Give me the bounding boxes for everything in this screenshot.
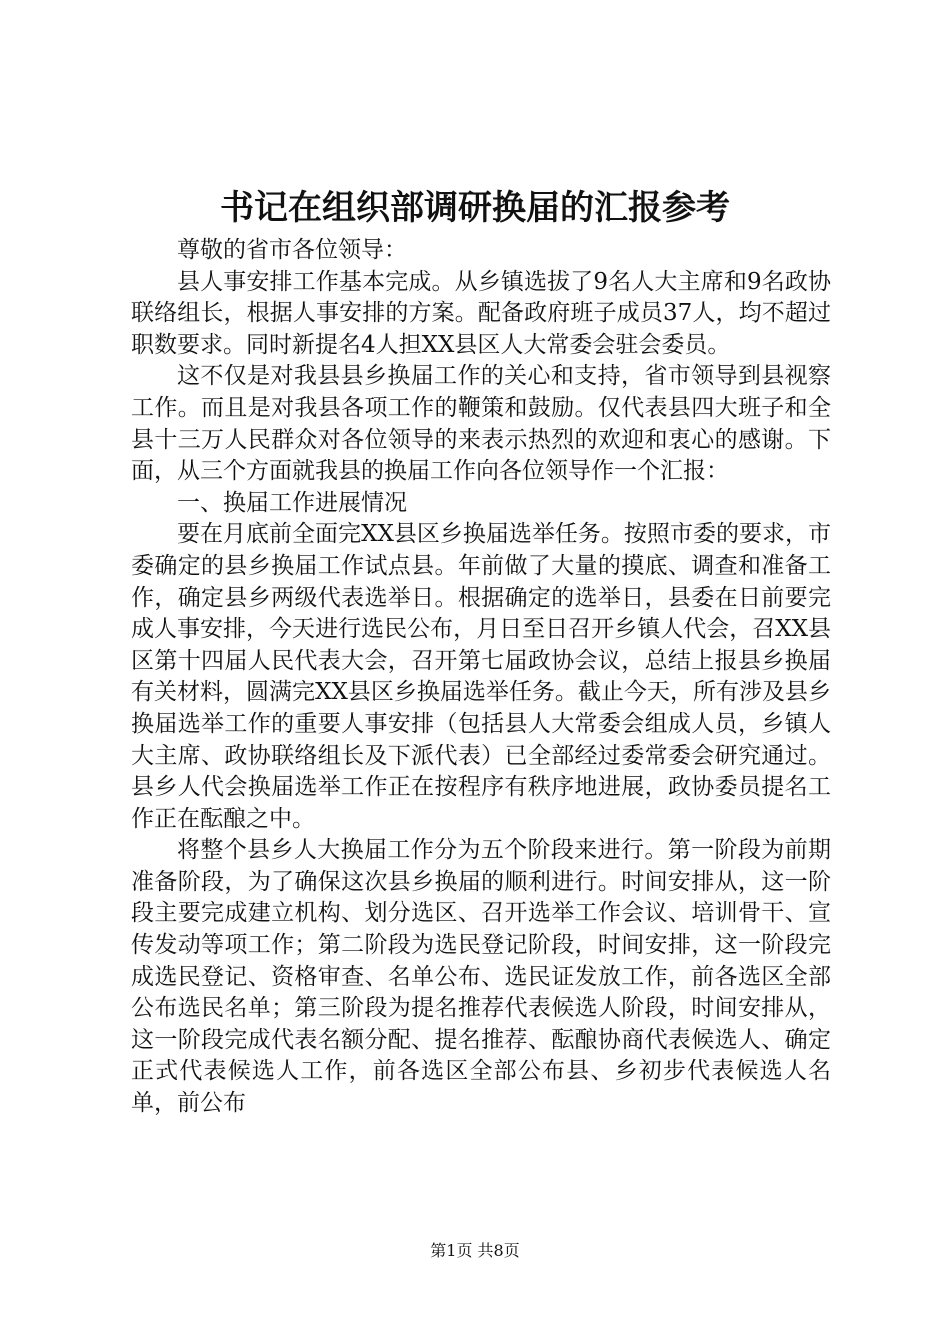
document-title: 书记在组织部调研换届的汇报参考 bbox=[220, 188, 730, 228]
body-paragraph: 将整个县乡人大换届工作分为五个阶段来进行。第一阶段为前期准备阶段，为了确保这次县乡换届的顺利进行。时间安排从，这一阶段主要完成建立机构、划分选区、召开选举工作会议、培训骨干、宣传发动等项工作；第二阶段为选民登记阶段，时间安排，这一阶段完成选民登记、资格审查、名单公布、选民证发放工作，前各选区全部公布选民名单；第三阶段为提名推荐代表候选人阶段，时间安排从，这一阶段完成代表名额分配、提名推荐、酝酿协商代表候选人、确定正式代表候选人工作，前各选区全部公布县、乡初步代表候选人名单，前公布 bbox=[131, 837, 831, 1117]
body-paragraph: 要在月底前全面完XX县区乡换届选举任务。按照市委的要求，市委确定的县乡换届工作试点县。年前做了大量的摸底、调查和准备工作，确定县乡两级代表选举日。根据确定的选举日，县委在日前要完成人事安排，今天进行选民公布，月日至日召开乡镇人代会，召XX县区第十四届人民代表大会，召开第七届政协会议，总结上报县乡换届有关材料，圆满完XX县区乡换届选举任务。截止今天，所有涉及县乡换届选举工作的重要人事安排（包括县人大常委会组成人员，乡镇人大主席、政协联络组长及下派代表）已全部经过委常委会研究通过。县乡人代会换届选举工作正在按程序有秩序地进展，政协委员提名工作正在酝酿之中。 bbox=[131, 521, 831, 832]
page-number-footer: 第1页 共8页 bbox=[430, 1241, 520, 1260]
body-paragraph: 这不仅是对我县县乡换届工作的关心和支持，省市领导到县视察工作。而且是对我县各项工作的鞭策和鼓励。仅代表县四大班子和全县十三万人民群众对各位领导的来表示热烈的欢迎和衷心的感谢。下面，从三个方面就我县的换届工作向各位领导作一个汇报： bbox=[131, 363, 831, 485]
salutation-paragraph: 尊敬的省市各位领导： bbox=[177, 237, 407, 263]
document-body bbox=[131, 235, 831, 1120]
body-paragraph: 县人事安排工作基本完成。从乡镇选拔了9名人大主席和9名政协联络组长，根据人事安排的方案。配备政府班子成员37人，均不超过职数要求。同时新提名4人担XX县区人大常委会驻会委员。 bbox=[131, 268, 831, 358]
section-heading: 一、换届工作进展情况 bbox=[177, 489, 407, 516]
